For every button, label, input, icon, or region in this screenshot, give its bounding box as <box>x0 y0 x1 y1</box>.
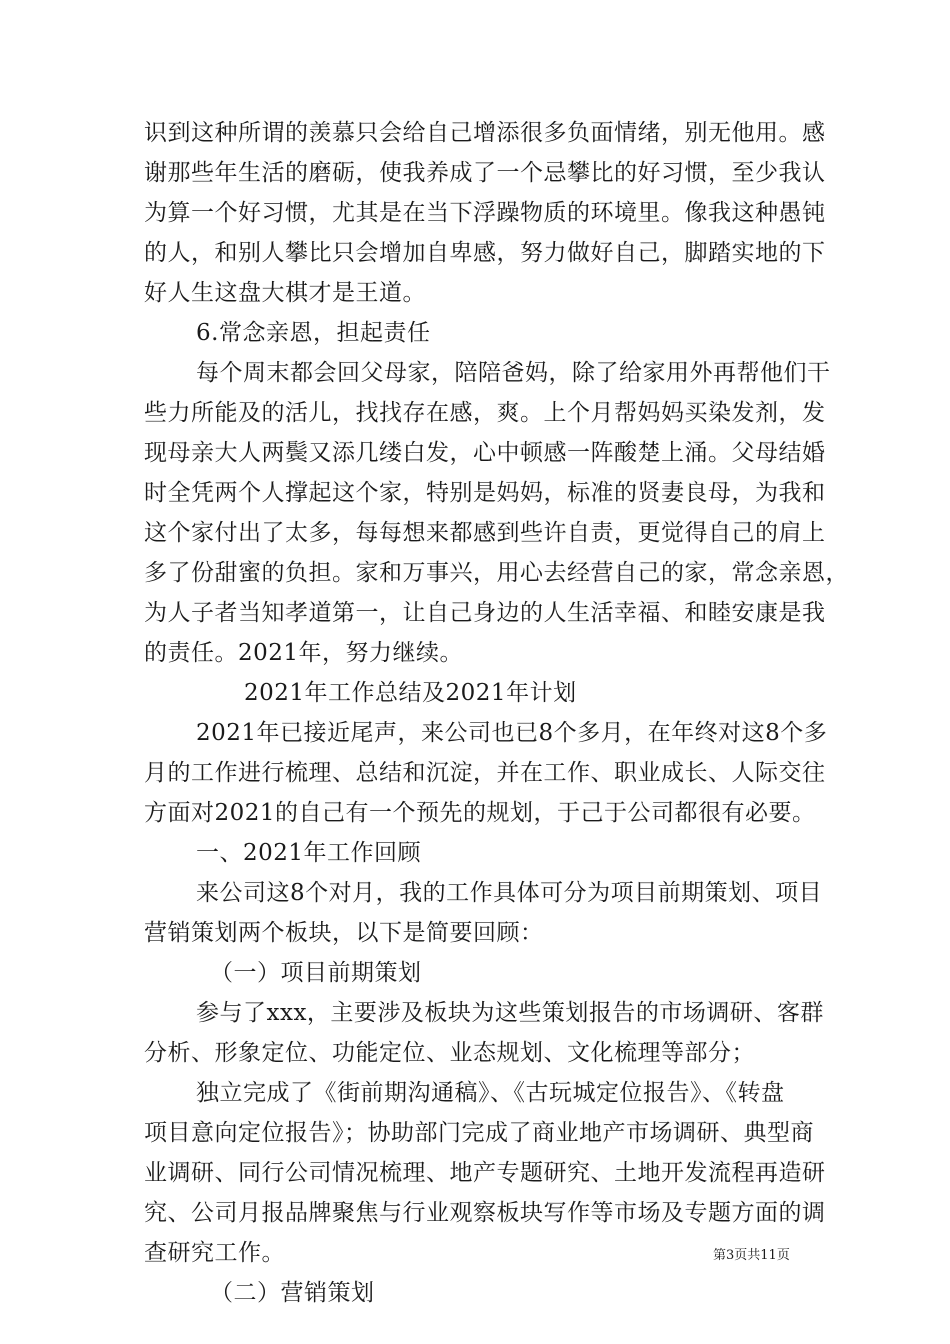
text-line: 的人，和别人攀比只会增加自卑感，努力做好自己，脚踏实地的下 <box>144 240 826 266</box>
text-line: 现母亲大人两鬓又添几缕白发，心中顿感一阵酸楚上涌。父母结婚 <box>144 440 826 466</box>
text-line: 营销策划两个板块，以下是简要回顾： <box>144 920 544 946</box>
paragraph-start: 2021年已接近尾声，来公司也已8个多月，在年终对这8个多 <box>196 720 828 746</box>
text-line: 多了份甜蜜的负担。家和万事兴，用心去经营自己的家，常念亲恩， <box>144 560 849 586</box>
text-line: 查研究工作。 <box>144 1240 285 1266</box>
section-heading: 一、2021年工作回顾 <box>196 840 422 866</box>
document-title: 2021年工作总结及2021年计划 <box>244 680 577 706</box>
text-line: 识到这种所谓的羡慕只会给自己增添很多负面情绪，别无他用。感 <box>144 120 826 146</box>
text-line: 究、公司月报品牌聚焦与行业观察板块写作等市场及专题方面的调 <box>144 1200 826 1226</box>
text-line: 为人子者当知孝道第一，让自己身边的人生活幸福、和睦安康是我 <box>144 600 826 626</box>
text-line: 为算一个好习惯，尤其是在当下浮躁物质的环境里。像我这种愚钝 <box>144 200 826 226</box>
text-line: 谢那些年生活的磨砺，使我养成了一个忌攀比的好习惯，至少我认 <box>144 160 826 186</box>
section-heading: 6.常念亲恩，担起责任 <box>196 320 431 346</box>
text-line: 方面对2021的自己有一个预先的规划，于己于公司都很有必要。 <box>144 800 816 826</box>
paragraph-start: 参与了xxx，主要涉及板块为这些策划报告的市场调研、客群 <box>196 1000 824 1026</box>
text-line: 些力所能及的活儿，找找存在感，爽。上个月帮妈妈买染发剂，发 <box>144 400 826 426</box>
text-line: 这个家付出了太多，每每想来都感到些许自责，更觉得自己的肩上 <box>144 520 826 546</box>
text-line: 的责任。2021年，努力继续。 <box>144 640 464 666</box>
text-line: 好人生这盘大棋才是王道。 <box>144 280 426 306</box>
text-line: 时全凭两个人撑起这个家，特别是妈妈，标准的贤妻良母，为我和 <box>144 480 826 506</box>
text-line: 项目意向定位报告》；协助部门完成了商业地产市场调研、典型商 <box>144 1120 814 1146</box>
text-line: 业调研、同行公司情况梳理、地产专题研究、土地开发流程再造研 <box>144 1160 826 1186</box>
subsection-heading: （二）营销策划 <box>210 1280 375 1306</box>
page-number-footer: 第3页共11页 <box>713 1248 790 1263</box>
text-line: 分析、形象定位、功能定位、业态规划、文化梳理等部分； <box>144 1040 755 1066</box>
subsection-heading: （一）项目前期策划 <box>210 960 422 986</box>
paragraph-start: 每个周末都会回父母家，陪陪爸妈，除了给家用外再帮他们干 <box>196 360 831 386</box>
text-line: 月的工作进行梳理、总结和沉淀，并在工作、职业成长、人际交往 <box>144 760 826 786</box>
paragraph-start: 来公司这8个对月，我的工作具体可分为项目前期策划、项目 <box>196 880 823 906</box>
paragraph-start: 独立完成了《街前期沟通稿》、《古玩城定位报告》、《转盘 <box>196 1080 785 1106</box>
document-body <box>144 113 849 1313</box>
